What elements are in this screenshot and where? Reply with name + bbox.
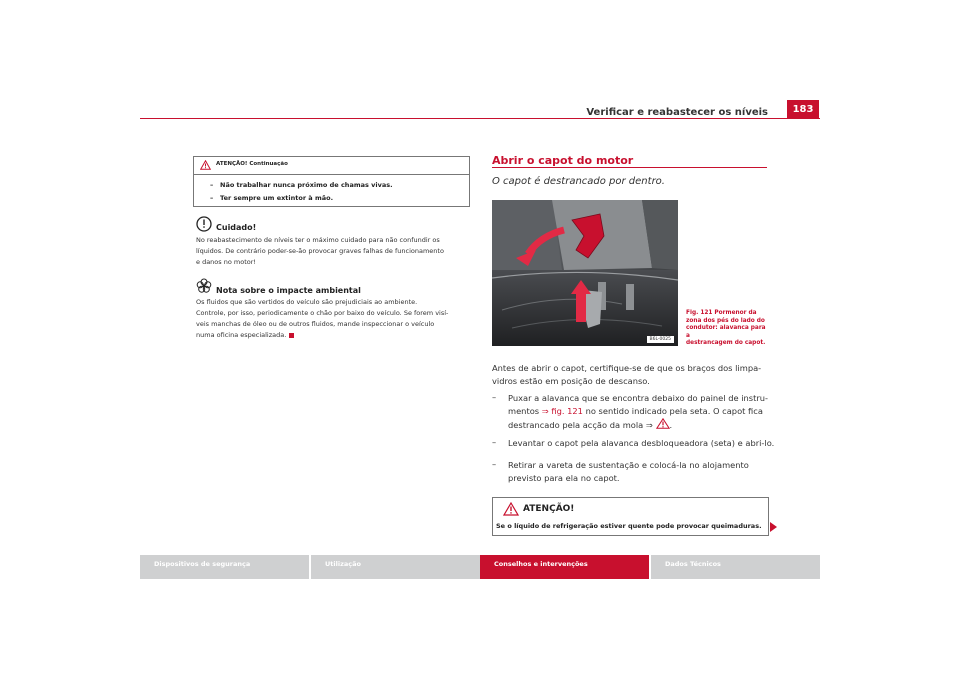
caution-title: Cuidado! (216, 223, 257, 232)
warning-triangle-icon (200, 160, 211, 170)
nav-tab-safety[interactable]: Dispositivos de segurança (140, 555, 309, 579)
section-subtitle: O capot é destrancado por dentro. (492, 176, 665, 187)
figure-hood-release-lever (492, 200, 678, 346)
warning-continued-header (194, 157, 469, 175)
environment-title: Nota sobre o impacte ambiental (216, 286, 361, 295)
figure-reference-link[interactable]: ⇒ fig. 121 (541, 406, 583, 416)
section-rule (492, 167, 767, 168)
nav-tab-advice[interactable]: Conselhos e intervenções (480, 555, 649, 579)
warning-item: – Ter sempre um extintor à mão. (210, 194, 334, 202)
step-1: Puxar a alavanca que se encontra debaixo do painel de instru- mentos ⇒ fig. 121 no sentido indicado pela seta. O capot fica destrancado pela acção da mola ⇒ . (508, 393, 769, 430)
warning-title: ATENÇÃO! (523, 504, 575, 514)
step-dash: – (492, 392, 497, 402)
warning-text: Se o líquido de refrigeração estiver quente pode provocar queimaduras. (496, 522, 762, 530)
caution-icon (196, 216, 212, 232)
flower-icon (196, 278, 212, 294)
figure-code: B6L-0025 (647, 336, 674, 343)
warning-triangle-icon (656, 418, 670, 429)
header-rule (140, 118, 820, 119)
nav-tab-technical-data[interactable]: Dados Técnicos (651, 555, 820, 579)
caution-text: No reabastecimento de níveis ter o máximo cuidado para não confundir os líquidos. De contrário poder-se-ão provocar graves falhas de funcionamento e danos no motor! (196, 236, 444, 266)
warning-triangle-icon (503, 502, 519, 516)
warning-continued-title: ATENÇÃO! Continuação (216, 161, 288, 167)
nav-tab-usage[interactable]: Utilização (311, 555, 480, 579)
section-title: Abrir o capot do motor (492, 154, 634, 167)
header-title: Verificar e reabastecer os níveis (586, 107, 768, 118)
step-dash: – (492, 459, 497, 469)
page-number: 183 (787, 100, 819, 118)
section-intro: Antes de abrir o capot, certifique-se de que os braços dos limpa- vidros estão em posição de descanso. (492, 363, 762, 386)
step-3: Retirar a vareta de sustentação e colocá-la no alojamento previsto para ela no capot. (508, 460, 749, 483)
step-dash: – (492, 437, 497, 447)
figure-caption: Fig. 121 Pormenor da zona dos pés do lado do condutor: alavanca para a destrancagem do capot. (686, 310, 766, 346)
hood-lever-illustration (492, 200, 678, 346)
continue-arrow-icon (770, 522, 777, 532)
warning-box (492, 497, 769, 536)
warning-item: – Não trabalhar nunca próximo de chamas vivas. (210, 181, 393, 189)
step-2: Levantar o capot pela alavanca desbloqueadora (seta) e abri-lo. (508, 438, 775, 448)
warning-continued-box (193, 156, 470, 207)
environment-text: Os fluidos que são vertidos do veículo são prejudiciais ao ambiente. Controle, por isso, periodicamente o chão por baixo do veículo. Se forem visí- veis manchas de óleo ou de outros fluidos, mande inspeccionar o veículo numa oficina especializada. (196, 298, 449, 339)
end-of-section-marker (289, 333, 294, 338)
